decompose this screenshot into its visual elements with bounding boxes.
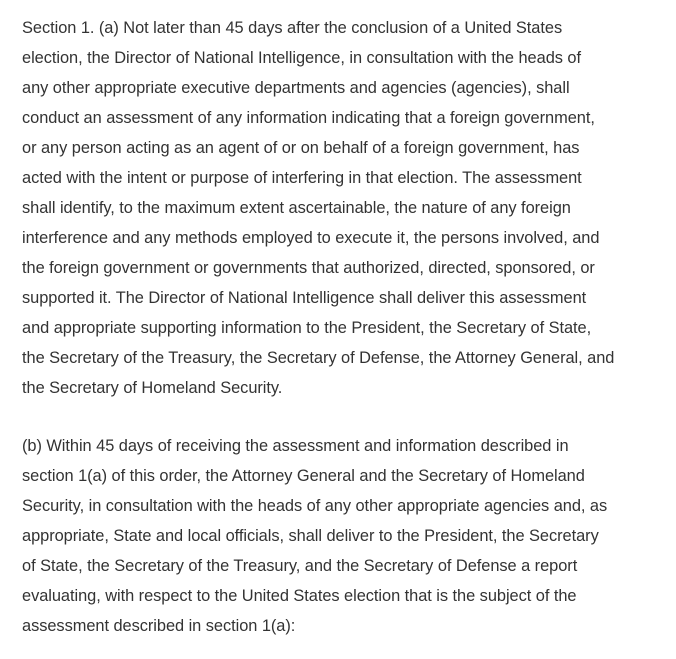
- text-line: shall identify, to the maximum extent ascertainable, the nature of any foreign: [22, 199, 571, 217]
- text-line: interference and any methods employed to execute it, the persons involved, and: [22, 229, 600, 247]
- text-line: Section 1. (a) Not later than 45 days after the conclusion of a United States: [22, 19, 563, 37]
- text-line: the foreign government or governments that authorized, directed, sponsored, or: [22, 259, 595, 277]
- text-line: conduct an assessment of any information indicating that a foreign government,: [22, 109, 595, 127]
- paragraph-section-1b: [22, 431, 662, 641]
- text-line: the Secretary of the Treasury, the Secretary of Defense, the Attorney General, and: [22, 349, 615, 367]
- text-line: assessment described in section 1(a):: [22, 617, 296, 635]
- text-line: acted with the intent or purpose of interfering in that election. The assessment: [22, 169, 582, 187]
- text-line: appropriate, State and local officials, shall deliver to the President, the Secretary: [22, 527, 599, 545]
- text-line: any other appropriate executive departments and agencies (agencies), shall: [22, 79, 570, 97]
- text-line: and appropriate supporting information to the President, the Secretary of State,: [22, 319, 592, 337]
- text-line: the Secretary of Homeland Security.: [22, 379, 283, 397]
- text-line: Security, in consultation with the heads of any other appropriate agencies and, as: [22, 497, 608, 515]
- text-line: section 1(a) of this order, the Attorney General and the Secretary of Homeland: [22, 467, 585, 485]
- text-line: (b) Within 45 days of receiving the assessment and information described in: [22, 437, 569, 455]
- paragraph-section-1a: [22, 13, 662, 403]
- text-line: of State, the Secretary of the Treasury, and the Secretary of Defense a report: [22, 557, 578, 575]
- text-line: election, the Director of National Intelligence, in consultation with the heads of: [22, 49, 581, 67]
- text-line: evaluating, with respect to the United States election that is the subject of the: [22, 587, 577, 605]
- text-line: or any person acting as an agent of or on behalf of a foreign government, has: [22, 139, 580, 157]
- text-line: supported it. The Director of National Intelligence shall deliver this assessment: [22, 289, 587, 307]
- document-body: [22, 13, 662, 641]
